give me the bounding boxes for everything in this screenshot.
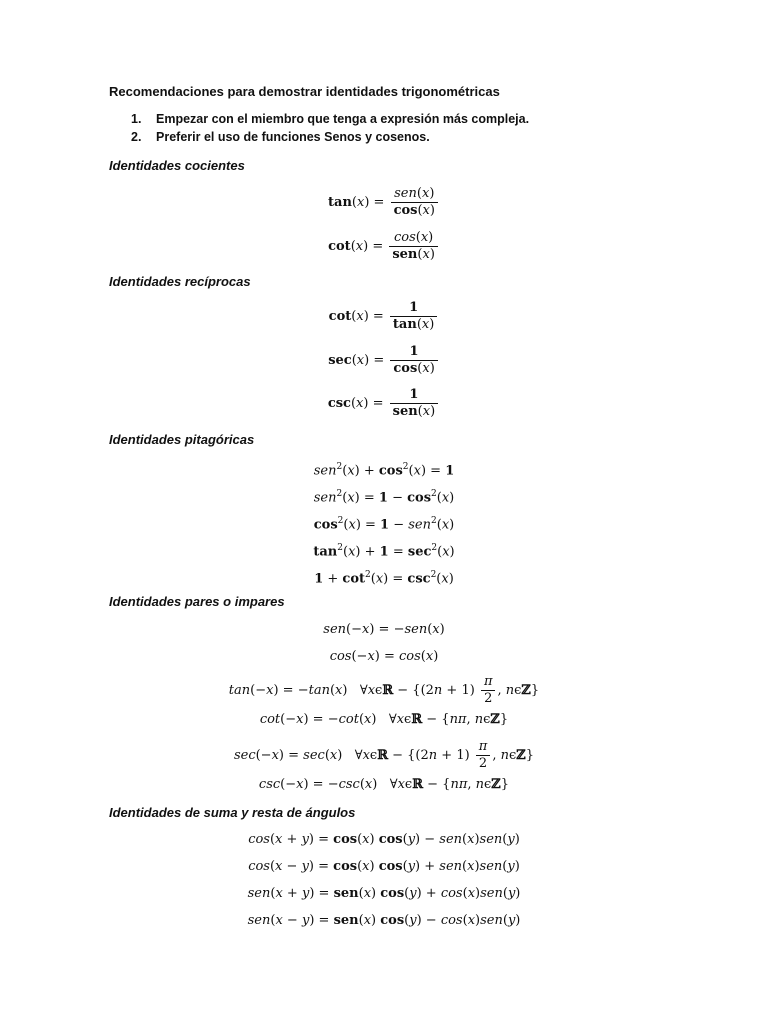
list-number: 2. [131,130,142,144]
formula-cos-resta: cos(x − y) = cos(x) cos(y) + sen(x)sen(y) [248,859,520,874]
formula-pitagorica-4: $\tan^2(x) + 1 = \sec^2(x)$ [313,543,455,560]
section-heading-cocientes: Identidades cocientes [109,158,245,173]
section-heading-reciprocas: Identidades recíprocas [109,274,251,289]
formula-cos-par: cos(−x) = cos(x) [329,649,439,664]
section-heading-pares: Identidades pares o impares [109,594,285,609]
formula-cot-cociente: cot(x) = $\frac{\cos(x)}{\text{sen(x)}}$ [0,230,768,263]
section-heading-suma: Identidades de suma y resta de ángulos [109,805,356,820]
formula-pitagorica-2: $sen^2(x) = 1 - \cos^2(x)$ [313,489,455,506]
formula-tan-impar: tan(−x) = −tan(x) ∀xϵℝ − {(2n + 1) $\frac{\pi}{2}$ , nϵℤ} [228,674,540,706]
formula-csc-reciproca: csc(x) = $\frac{1}{\text{sen(x)}}$ [0,387,768,420]
list-item [131,112,529,130]
list-text: Empezar con el miembro que tenga a expresión más compleja. [156,112,530,126]
recommendations-list [131,112,529,148]
section-heading-pitagoricas: Identidades pitagóricas [109,432,255,447]
list-item [131,130,529,148]
formula-pitagorica-1: $sen^2(x) + \cos^2(x) = 1$ [313,462,455,479]
page-title: Recomendaciones para demostrar identidades trigonométricas [109,84,500,99]
formula-tan-cociente: tan(x) = $\frac{\text{sen(x)}}{\cos(x)}$ [0,186,768,219]
formula-cot-reciproca: cot(x) = $\frac{1}{\tan(x)}$ [0,300,768,333]
formula-sec-par: sec(−x) = sec(x) ∀xϵℝ − {(2n + 1) $\frac{\pi}{2}$ , nϵℤ} [233,739,535,771]
formula-pitagorica-3: $\cos^2(x) = 1 - sen^2(x)$ [313,516,455,533]
formula-sen-suma: sen(x + y) = sen(x) cos(y) + cos(x)sen(y) [247,886,521,901]
list-number: 1. [131,112,142,126]
formula-sen-resta: sen(x − y) = sen(x) cos(y) − cos(x)sen(y) [247,913,521,928]
formula-cos-suma: cos(x + y) = cos(x) cos(y) − sen(x)sen(y) [248,832,520,847]
formula-pitagorica-5: $1 + \cot^2(x) = \csc^2(x)$ [314,570,454,587]
formula-sen-par: sen(−x) = −sen(x) [323,622,445,637]
formula-sec-reciproca: sec(x) = $\frac{1}{\cos(x)}$ [0,344,768,377]
list-text: Preferir el uso de funciones Senos y cosenos. [156,130,430,144]
formula-csc-impar: csc(−x) = −csc(x) ∀xϵℝ − {nπ, nϵℤ} [258,777,510,792]
formula-cot-impar: cot(−x) = −cot(x) ∀xϵℝ − {nπ, nϵℤ} [259,712,509,727]
